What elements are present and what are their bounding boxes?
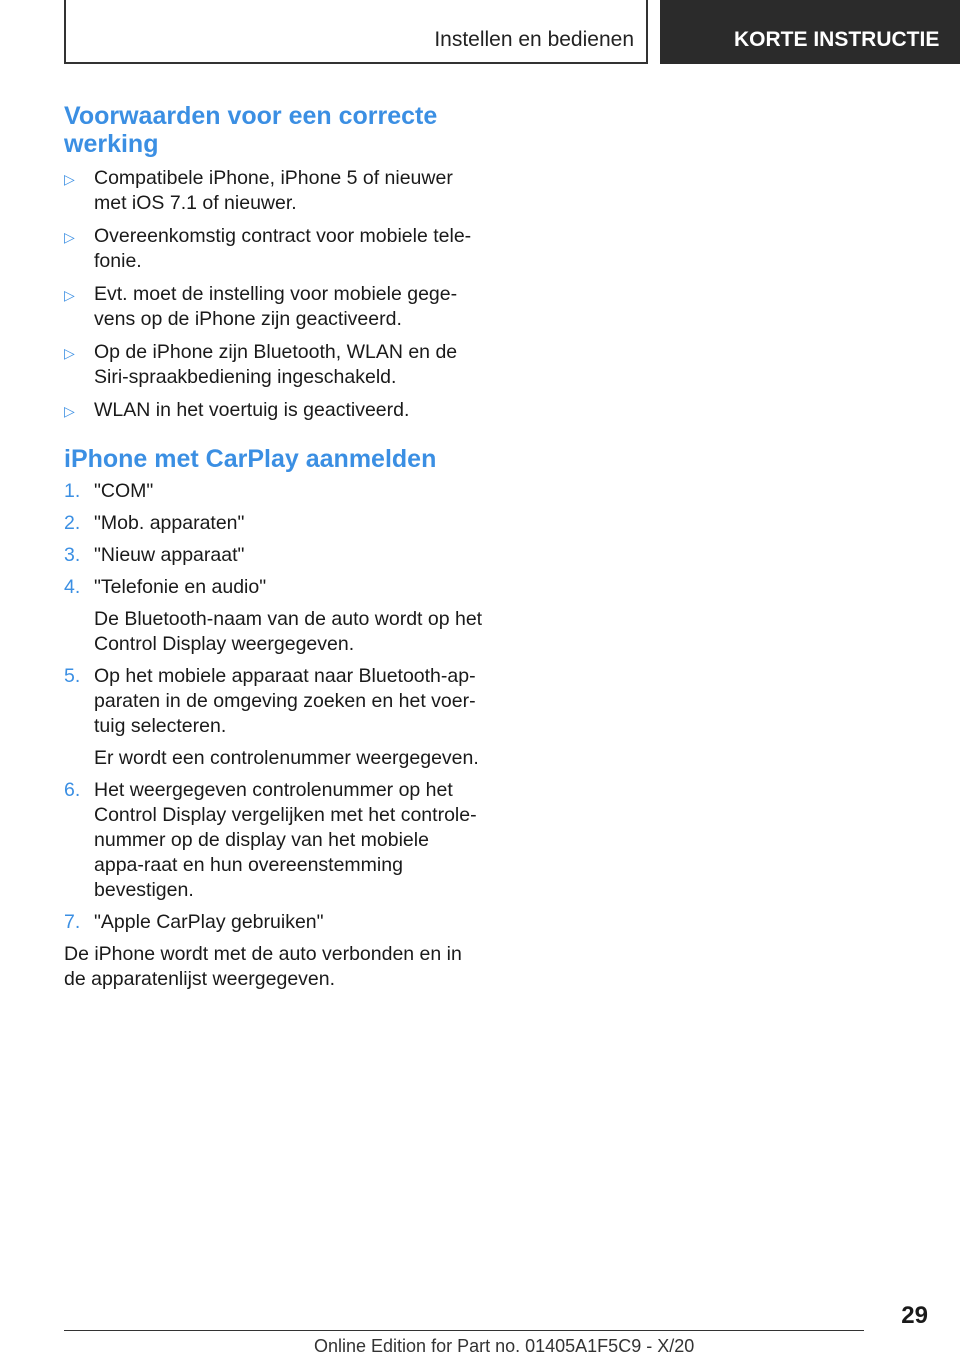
step-text: Het weergegeven controlenummer op het Control Display vergelijken met het controle-nummer op de display van het mobiele appa-raat en hun overeenstemming bevestigen. (94, 779, 477, 901)
list-item (64, 778, 484, 903)
page-number: 29 (901, 1302, 928, 1329)
step-number: 7. (64, 911, 81, 933)
list-item (64, 664, 484, 771)
step-note: De Bluetooth-naam van de auto wordt op het Control Display weergegeven. (94, 608, 483, 655)
step-number: 4. (64, 576, 81, 598)
step-text: Op het mobiele apparaat naar Bluetooth-ap-paraten in de omgeving zoeken en het voer-tuig selecteren. (94, 665, 476, 737)
list-item (64, 910, 484, 935)
step-number: 3. (64, 544, 81, 566)
step-text: "COM" (94, 480, 154, 502)
list-item (64, 479, 484, 504)
header-chapter-tab: KORTE INSTRUCTIE (660, 0, 960, 64)
list-item: ▷ Op de iPhone zijn Bluetooth, WLAN en de Siri-spraakbediening ingeschakeld. (64, 341, 458, 388)
triangle-bullet-icon: ▷ (64, 287, 75, 303)
step-number: 6. (64, 779, 81, 801)
register-steps (64, 479, 484, 935)
list-item: ▷ Overeenkomstig contract voor mobiele tele-fonie. (64, 225, 472, 272)
footer-divider (64, 1330, 864, 1331)
requirements-heading: Voorwaarden voor een correcte werking (64, 102, 438, 158)
list-item: ▷ Evt. moet de instelling voor mobiele gege-vens op de iPhone zijn geactiveerd. (64, 283, 458, 330)
triangle-bullet-icon: ▷ (64, 229, 75, 245)
triangle-bullet-icon: ▷ (64, 171, 75, 187)
step-number: 5. (64, 665, 81, 687)
triangle-bullet-icon: ▷ (64, 403, 75, 419)
list-item (64, 575, 484, 657)
step-text: "Apple CarPlay gebruiken" (94, 911, 324, 933)
list-item (64, 543, 484, 568)
closing-paragraph: De iPhone wordt met de auto verbonden en in de apparatenlijst weergegeven. (64, 943, 462, 990)
step-number: 2. (64, 512, 81, 534)
step-text: "Nieuw apparaat" (94, 544, 245, 566)
header-section-title: Instellen en bedienen (434, 28, 634, 51)
footer-edition: Online Edition for Part no. 01405A1F5C9 - X/20 (314, 1336, 695, 1356)
triangle-bullet-icon: ▷ (64, 345, 75, 361)
step-note: Er wordt een controlenummer weergegeven. (94, 747, 479, 769)
step-text: "Mob. apparaten" (94, 512, 245, 534)
list-item (64, 511, 484, 536)
list-item: ▷ WLAN in het voertuig is geactiveerd. (64, 398, 484, 423)
list-item: ▷ Compatibele iPhone, iPhone 5 of nieuwer met iOS 7.1 of nieuwer. (64, 167, 453, 214)
requirements-list (64, 166, 484, 423)
register-heading: iPhone met CarPlay aanmelden (64, 445, 437, 473)
step-text: "Telefonie en audio" (94, 576, 267, 598)
page-content (64, 102, 484, 992)
step-number: 1. (64, 480, 81, 502)
